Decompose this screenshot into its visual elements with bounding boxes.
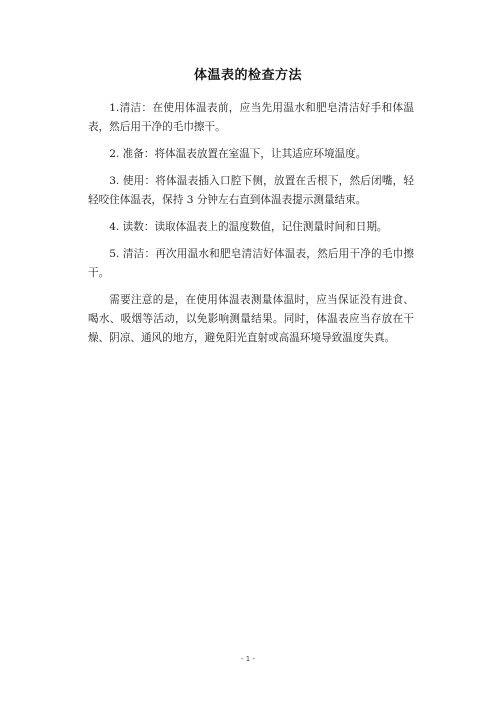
document-title: 体温表的检查方法: [193, 68, 302, 83]
step-prepare: 2. 准备：将体温表放置在室温下，让其适应环境温度。: [109, 148, 367, 160]
step-clean-after: 5. 清洁：再次用温水和肥皂清洁好体温表，然后用干净的毛巾擦干。: [88, 248, 414, 279]
document-body: [88, 99, 414, 356]
step-clean-before: 1.清洁：在使用体温表前，应当先用温水和肥皂清洁好手和体温表，然后用干净的毛巾擦干。: [88, 102, 414, 133]
page-number: - 1 -: [241, 655, 255, 663]
note-paragraph: 需要注意的是，在使用体温表测量体温时，应当保证没有进食、喝水、吸烟等活动，以免影响测量结果。同时，体温表应当存放在干燥、阴凉、通风的地方，避免阳光直射或高温环境导致温度失真。: [88, 294, 414, 344]
step-read: 4. 读数：读取体温表上的温度数值，记住测量时间和日期。: [109, 221, 388, 233]
step-use: 3. 使用：将体温表插入口腔下侧，放置在舌根下，然后闭嘴，轻轻咬住体温表，保持 3 分钟左右直到体温表提示测量结束。: [88, 175, 414, 206]
